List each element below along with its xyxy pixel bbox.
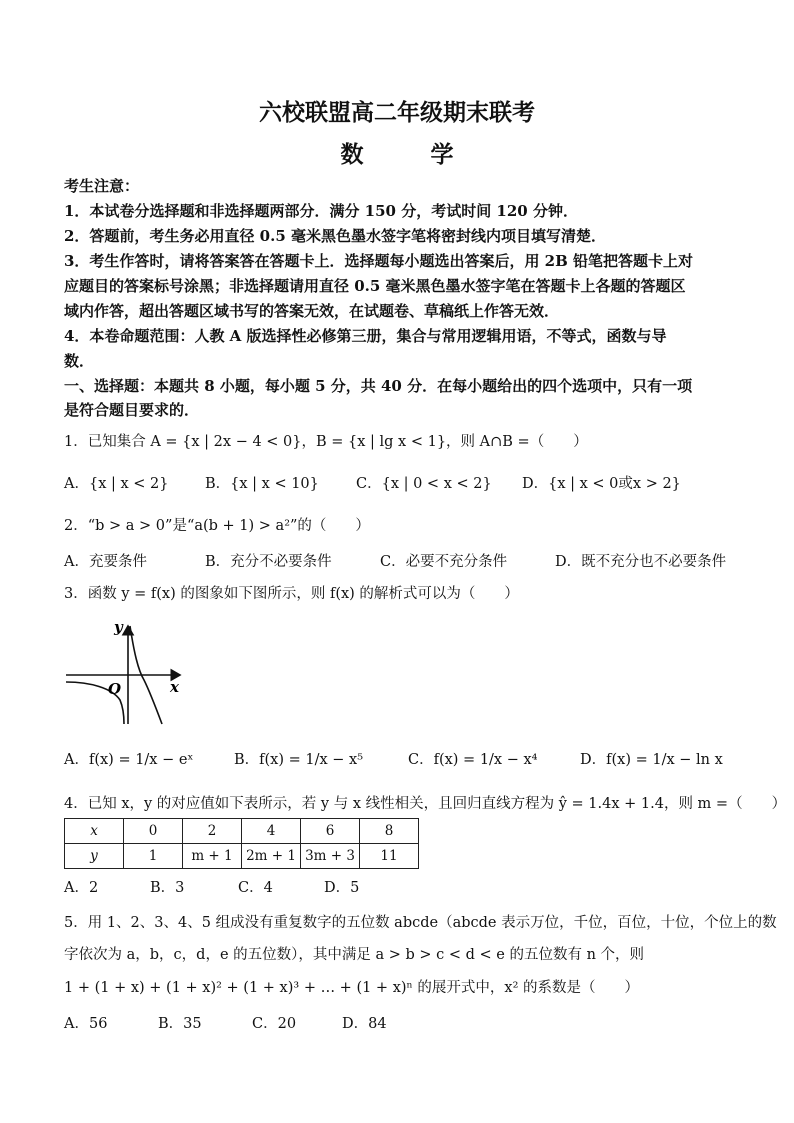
table-cell: m + 1: [183, 844, 242, 869]
q5-option-b: B．35: [158, 1016, 202, 1032]
xy-value-table: [64, 818, 419, 869]
table-cell: 2m + 1: [242, 844, 301, 869]
note-line-5: 域内作答，超出答题区域书写的答案无效，在试题卷、草稿纸上作答无效．: [64, 302, 560, 320]
q5-option-c: C．20: [252, 1016, 297, 1032]
note-line-6: 4．本卷命题范围：人教 A 版选择性必修第三册，集合与常用逻辑用语，不等式，函数与导: [64, 327, 667, 345]
section-heading-line-1: 一、选择题：本题共 8 小题，每小题 5 分，共 40 分．在每小题给出的四个选项中，只有一项: [64, 377, 693, 395]
q2-option-a: A．充要条件: [64, 554, 147, 570]
q3-option-d: D．f(x) = 1/x − ln x: [580, 752, 723, 768]
question-3-text: 3．函数 y = f(x) 的图象如下图所示，则 f(x) 的解析式可以为（ ）: [64, 586, 519, 602]
graph-origin-label: O: [108, 680, 122, 698]
table-row: [65, 844, 419, 869]
note-line-7: 数．: [64, 352, 95, 370]
note-line-4: 应题目的答案标号涂黑；非选择题请用直径 0.5 毫米黑色墨水签字笔在答题卡上各题的答题区: [64, 277, 686, 295]
q4-option-a: A．2: [64, 880, 99, 896]
question-5-line-2: 字依次为 a，b，c，d，e 的五位数），其中满足 a > b > c < d < e 的五位数有 n 个，则: [64, 947, 645, 963]
graph-y-label: y: [114, 618, 123, 636]
q3-option-a: A．f(x) = 1/x − eˣ: [64, 752, 194, 768]
q2-option-b: B．充分不必要条件: [205, 554, 332, 570]
q2-option-c: C．必要不充分条件: [380, 554, 508, 570]
table-cell: 2: [183, 819, 242, 844]
table-row: [65, 819, 419, 844]
table-cell: 8: [360, 819, 419, 844]
q5-option-d: D．84: [342, 1016, 387, 1032]
question-5-line-1: 5．用 1、2、3、4、5 组成没有重复数字的五位数 abcde（abcde 表示万位，千位，百位，十位，个位上的数: [64, 915, 777, 931]
question-4-text: 4．已知 x，y 的对应值如下表所示，若 y 与 x 线性相关，且回归直线方程为 ŷ = 1.4x + 1.4，则 m =（ ）: [64, 796, 787, 812]
note-line-2: 2．答题前，考生务必用直径 0.5 毫米黑色墨水签字笔将密封线内项目填写清楚．: [64, 227, 606, 245]
table-cell: 11: [360, 844, 419, 869]
q4-option-d: D．5: [324, 880, 360, 896]
q1-option-c: C．{x | 0 < x < 2}: [356, 476, 492, 492]
q1-option-b: B．{x | x < 10}: [205, 476, 319, 492]
function-graph: [60, 612, 200, 732]
notes-heading: 考生注意：: [64, 177, 140, 195]
note-line-1: 1．本试卷分选择题和非选择题两部分．满分 150 分，考试时间 120 分钟．: [64, 202, 578, 220]
table-cell: x: [65, 819, 124, 844]
subject-title: 数 学: [340, 141, 476, 168]
note-line-3: 3．考生作答时，请将答案答在答题卡上．选择题每小题选出答案后，用 2B 铅笔把答题卡上对: [64, 252, 694, 270]
q1-option-d: D．{x | x < 0或x > 2}: [522, 476, 681, 492]
table-cell: 3m + 3: [301, 844, 360, 869]
question-2-text: 2．“b > a > 0”是“a(b + 1) > a²”的（ ）: [64, 518, 370, 534]
section-heading-line-2: 是符合题目要求的．: [64, 401, 200, 419]
q1-option-a: A．{x | x < 2}: [64, 476, 169, 492]
q3-option-b: B．f(x) = 1/x − x⁵: [234, 752, 364, 768]
q2-option-d: D．既不充分也不必要条件: [555, 554, 727, 570]
table-cell: 4: [242, 819, 301, 844]
q4-option-c: C．4: [238, 880, 273, 896]
exam-title: 六校联盟高二年级期末联考: [259, 99, 535, 126]
table-cell: 6: [301, 819, 360, 844]
q3-option-c: C．f(x) = 1/x − x⁴: [408, 752, 538, 768]
question-5-line-3: 1 + (1 + x) + (1 + x)² + (1 + x)³ + … + (1 + x)ⁿ 的展开式中，x² 的系数是（ ）: [64, 980, 640, 996]
table-cell: y: [65, 844, 124, 869]
graph-x-label: x: [170, 678, 179, 696]
question-1-text: 1．已知集合 A = {x | 2x − 4 < 0}，B = {x | lg x < 1}，则 A∩B =（ ）: [64, 434, 588, 450]
q4-option-b: B．3: [150, 880, 185, 896]
q5-option-a: A．56: [64, 1016, 108, 1032]
table-cell: 1: [124, 844, 183, 869]
table-cell: 0: [124, 819, 183, 844]
